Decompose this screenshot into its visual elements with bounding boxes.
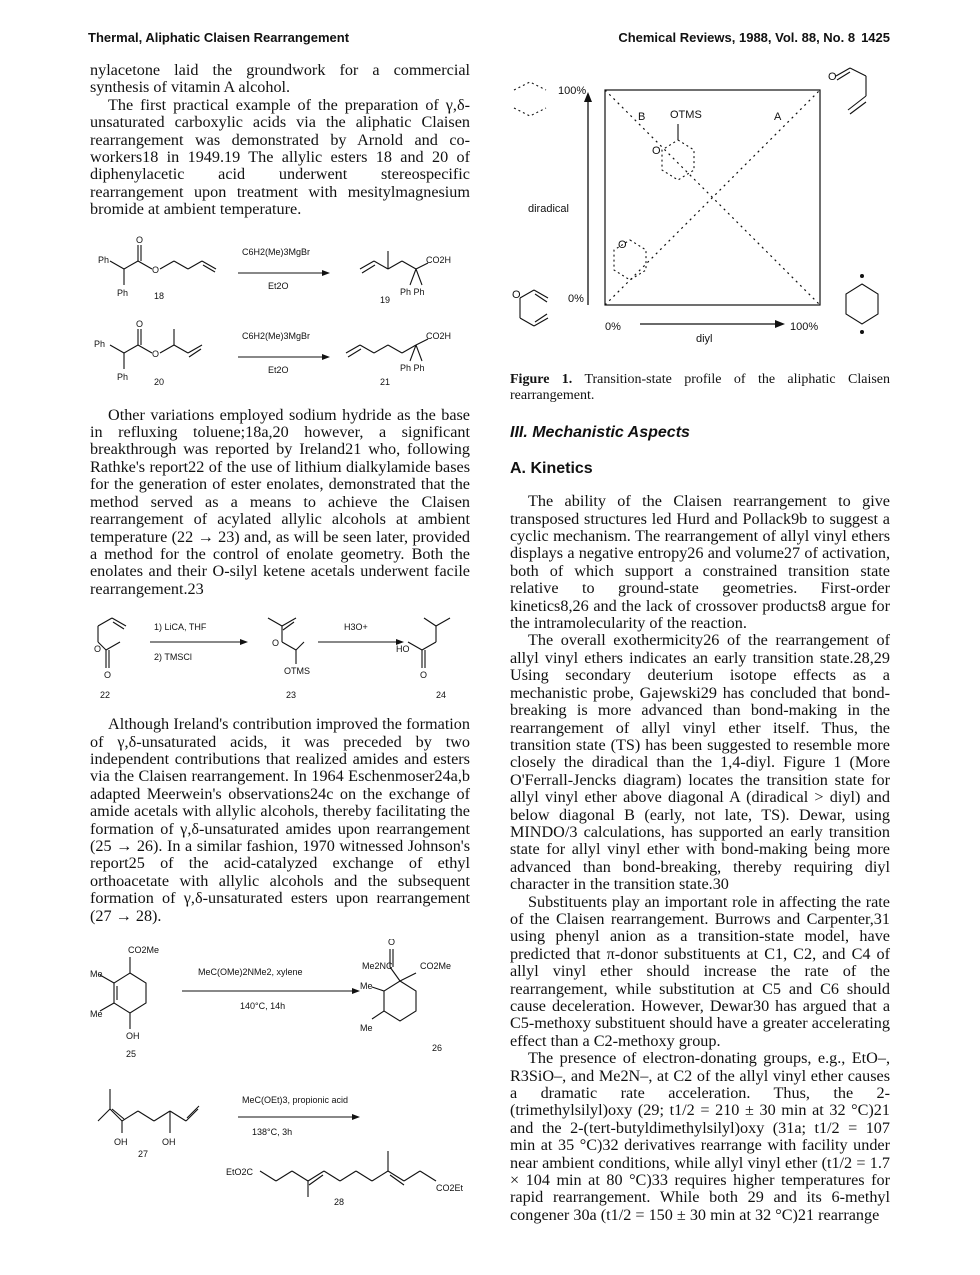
me2nc-label: Me2NC — [362, 961, 393, 971]
methyl-label: Me — [360, 1023, 373, 1033]
co2h-label: CO2H — [426, 330, 452, 341]
compound-21: 21 — [380, 376, 391, 387]
ho-label: HO — [396, 644, 410, 655]
methyl-label: Me — [90, 969, 103, 979]
right-column — [510, 62, 890, 1224]
scheme-ireland-drawing — [90, 612, 470, 702]
compound-20: 20 — [154, 376, 165, 387]
y-axis-top-label: 100% — [558, 85, 587, 97]
paragraph: The overall exothermicity26 of the rearrangement of allyl vinyl ethers indicates an early transition state.28,29 Using secondary deuterium isotope effects as a mechanistic probe, Gajewski29 has concluded that bond-breaking is more advanced than bond-making in the rearrangement of allyl vinyl ether itself. Thus, the transition state (TS) has been suggested to resemble more closely the diradical than the 1,4-diyl. Figure 1 (More O'Ferrall-Jencks diagram) locates the transition state for allyl vinyl ether above diagonal A (diradical > diyl) and below diagonal B (early, not late, TS). Dewar, using MINDO/3 calculations, has supported an early transition state for allyl vinyl ether with bond-making being more advanced than bond-breaking, thereby requiring diyl character in the transition state.30 — [510, 631, 890, 894]
x-axis-title: diyl — [696, 333, 713, 345]
ph-ph-label: Ph Ph — [400, 286, 425, 297]
paragraph: Other variations employed sodium hydride as the base in refluxing toluene;18a,20 however, a significant breakthrough was reported by Ireland21 who, following Rathke's report22 of the use of lithium dialkylamide bases for the generation of ester enolates, demonstrated that the method served as a means to achieve the Claisen rearrangement of acylated allylic alcohols at ambient temperature (22 → 23) and, as will be seen later, provided a method for the control of enolate geometry. Both the enolates and their O-silyl ketene acetals underwent facile rearrangement.23 — [90, 405, 470, 598]
scheme-arnold — [90, 233, 470, 393]
compound-27: 27 — [138, 1149, 149, 1159]
more-oferrall-jencks-diagram — [510, 62, 890, 362]
section-heading: III. Mechanistic Aspects — [510, 424, 690, 442]
running-head-title: Thermal, Aliphatic Claisen Rearrangement — [88, 30, 350, 45]
diagonal-b-label: B — [638, 111, 646, 123]
compound-28: 28 — [334, 1197, 345, 1207]
ph-ph-label: Ph Ph — [400, 362, 425, 373]
co2me-label: CO2Me — [420, 961, 452, 971]
oxygen-label: O — [420, 670, 428, 681]
paragraph: The presence of electron-donating groups, e.g., EtO–, R3SiO–, and Me2N–, at C2 of the allyl vinyl ether causes a dramatic rate acceleration. Thus, the 2-(trimethylsilyl)oxy (29; t1/2 = 210 ± 30 min at 32 °C)21 and the 2-(tert-butyldimethylsilyl)oxy (31a; t1/2 = 107 min at 35 °C)32 derivatives rearrange with facility under near ambient conditions, while allyl vinyl ether (t1/2 = 1.7 × 104 min at 80 °C)33 requires higher temperatures for rapid rearrangement. While both 29 and its 6-methyl congener 30a (t1/2 = 150 ± 30 min at 32 °C)21 rearrange — [510, 1049, 890, 1224]
ph-label: Ph — [94, 338, 106, 349]
solvent-label: Et2O — [268, 280, 289, 291]
reagent-label: C6H2(Me)3MgBr — [242, 330, 311, 341]
conditions-label: 138°C, 3h — [252, 1127, 293, 1137]
oxygen-label: O — [388, 939, 396, 947]
conditions-label: 140°C, 14h — [240, 1001, 286, 1011]
journal-citation: Chemical Reviews, 1988, Vol. 88, No. 8 — [618, 30, 856, 45]
ph-label: Ph — [117, 371, 129, 382]
reagent-label: MeC(OEt)3, propionic acid — [242, 1095, 349, 1105]
compound-24: 24 — [436, 690, 447, 701]
subsection-heading: A. Kinetics — [510, 459, 593, 477]
running-head-journal — [618, 30, 890, 45]
oxygen-label: O — [136, 318, 144, 329]
oh-label: OH — [114, 1137, 128, 1147]
paragraph: Although Ireland's contribution improved the formation of γ,δ-unsaturated acids, it was preceded by two independent contributions that realized amides and esters via the Claisen rearrangement. In 1964 Eschenmoser24a,b adapted Meerwein's observations24c on the exchange of amide acetals with allylic alcohols, thereby facilitating the formation of γ,δ-unsaturated amides upon rearrangement (25 → 26). In a similar fashion, 1970 witnessed Johnson's report25 of the acid-catalyzed exchange of ethyl orthoacetate with allylic alcohols and the subsequent formation of γ,δ-unsaturated esters upon rearrangement (27 → 28). — [90, 715, 470, 925]
reagent-step-1: 1) LiCA, THF — [154, 622, 207, 633]
oxygen-label: O — [272, 638, 280, 649]
compound-23: 23 — [286, 690, 297, 701]
oxygen-label: O — [618, 239, 627, 251]
oxygen-label: O — [104, 670, 112, 681]
ph-label: Ph — [98, 254, 110, 265]
oxygen-label: O — [136, 234, 144, 245]
x-axis-right-label: 100% — [790, 321, 819, 333]
oh-label: OH — [126, 1031, 140, 1041]
scheme-arnold-drawing — [90, 233, 470, 393]
y-axis-title: diradical — [528, 203, 569, 215]
paragraph: The first practical example of the preparation of γ,δ-unsaturated carboxylic acids via the aliphatic Claisen rearrangement was demonstrated by Arnold and co-workers18 in 1949.19 The allylic esters 18 and 20 of diphenylacetic acid underwent stereospecific rearrangement upon treatment with mesitylmagnesium bromide at ambient temperature. — [90, 95, 470, 219]
oxygen-label: O — [152, 348, 160, 359]
y-axis-bottom-label: 0% — [568, 293, 584, 305]
figure-1 — [510, 62, 890, 404]
diagonal-a-label: A — [774, 111, 782, 123]
paragraph: nylacetone laid the groundwork for a commercial synthesis of vitamin A alcohol. — [90, 61, 470, 97]
compound-18: 18 — [154, 290, 165, 301]
scheme-eschenmoser-johnson-drawing — [90, 939, 470, 1209]
left-column — [90, 62, 470, 1223]
compound-26: 26 — [432, 1043, 443, 1053]
compound-22: 22 — [100, 690, 111, 701]
co2et-label: CO2Et — [436, 1183, 464, 1193]
oxygen-label: O — [652, 145, 661, 157]
figure-caption — [510, 372, 890, 404]
oxygen-label: O — [512, 289, 521, 301]
scheme-ireland — [90, 612, 470, 702]
figure-caption-text: Transition-state profile of the aliphatic Claisen rearrangement. — [510, 372, 891, 404]
reagent-step-2: 2) TMSCl — [154, 652, 192, 663]
compound-19: 19 — [380, 294, 391, 305]
methyl-label: Me — [90, 1009, 103, 1019]
paragraph: Substituents play an important role in affecting the rate of the Claisen rearrangement. Burrows and Carpenter,31 using phenyl anion as a transition-state model, have predicted that π-donor substituents at C1, C2, and C4 of allyl vinyl ether should increase the rate of the rearrangement, while substitution at C5 and C6 should cause deceleration. However, Dewar30 has argued that a C5-methoxy substituent should have a greater accelerating effect than a C2-methoxy group. — [510, 892, 890, 1050]
figure-caption-label: Figure 1. — [510, 372, 573, 388]
compound-25: 25 — [126, 1049, 137, 1059]
oxygen-label: O — [94, 644, 102, 655]
co2h-label: CO2H — [426, 254, 452, 265]
eto2c-label: EtO2C — [226, 1167, 254, 1177]
co2me-label: CO2Me — [128, 945, 160, 955]
x-axis-left-label: 0% — [605, 321, 621, 333]
oh-label: OH — [162, 1137, 176, 1147]
reagent-h3o: H3O+ — [344, 622, 368, 633]
reagent-label: C6H2(Me)3MgBr — [242, 246, 311, 257]
otms-label: OTMS — [284, 666, 310, 677]
scheme-eschenmoser-johnson — [90, 939, 470, 1209]
reagent-label: MeC(OMe)2NMe2, xylene — [198, 967, 303, 977]
page-number: 1425 — [861, 30, 890, 45]
solvent-label: Et2O — [268, 364, 289, 375]
oxygen-label: O — [152, 264, 160, 275]
oxygen-label: O — [828, 71, 837, 83]
ph-label: Ph — [117, 287, 129, 298]
methyl-label: Me — [360, 981, 373, 991]
otms-label: OTMS — [670, 109, 702, 121]
paragraph: The ability of the Claisen rearrangement to give transposed structures led Hurd and Pollack9b to suggest a cyclic mechanism. The rearrangement of allyl vinyl ethers displays a negative entropy26 and volume27 of activation, both of which support a constrained transition state relative to ground-state geometries. First-order kinetics8,26 and the lack of crossover products8 argue for the intramolecularity of the reaction. — [510, 492, 890, 633]
